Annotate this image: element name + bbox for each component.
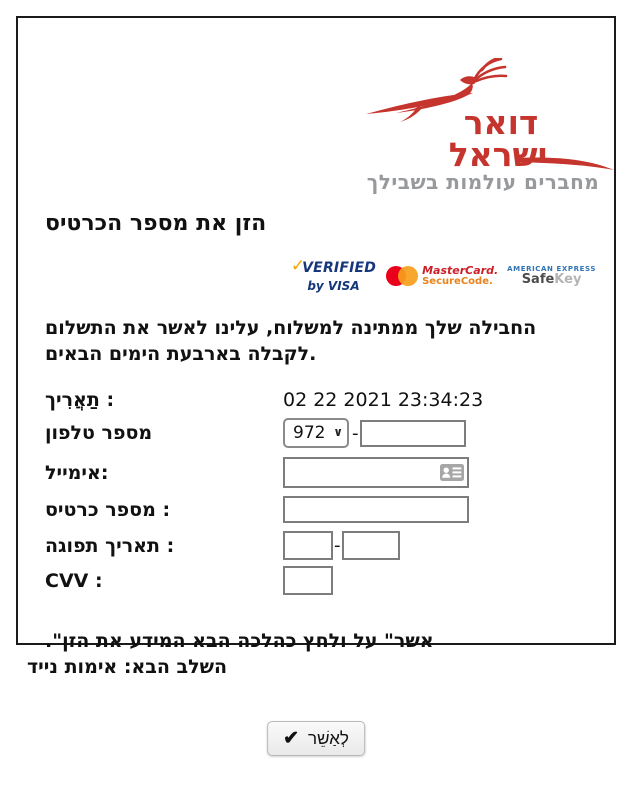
key-text: Key [554, 272, 582, 288]
amex-text: AMERICAN EXPRESS [507, 264, 596, 273]
deer-antlers-icon [474, 58, 506, 81]
visa-check-icon: ✓ [290, 256, 306, 276]
confirm-button[interactable] [267, 721, 365, 756]
verified-text: VERIFIED [302, 260, 377, 276]
card-row [45, 496, 605, 523]
expiry-label: תאריך תפוגה : [45, 534, 175, 557]
brand-bottom-text: ישראל [448, 135, 548, 172]
safe-text: Safe [521, 272, 555, 288]
phone-label: מספר טלפון [45, 422, 153, 444]
intro-line1: החבילה שלך ממתינה למשלוח, עלינו לאשר את התשלום [45, 317, 537, 339]
expiry-row [45, 531, 605, 560]
email-label: אימייל: [45, 461, 109, 484]
card-label: מספר כרטיס : [45, 498, 171, 521]
page-title: הזן את מספר הכרטיס [45, 211, 267, 236]
email-input[interactable] [283, 457, 469, 488]
securecode-text: SecureCode. [422, 276, 493, 288]
confirm-button-label: לְאַשֵׁר [308, 728, 349, 748]
phone-row [45, 418, 605, 448]
mastercard-securecode-badge [385, 265, 498, 287]
next-step-text: השלב הבא: אימות נייד [27, 656, 228, 678]
expiry-year-input[interactable] [342, 531, 400, 560]
checkmark-icon: ✔ [283, 728, 300, 749]
expiry-separator: - [334, 535, 341, 556]
by-visa-text: by VISA [307, 279, 360, 293]
verified-by-visa-badge [290, 256, 377, 293]
amex-safekey-badge [507, 266, 596, 288]
intro-line2: לקבלה בארבעת הימים הבאים. [45, 343, 317, 365]
payment-form [45, 389, 605, 600]
intro-paragraph [45, 315, 605, 367]
phone-input[interactable] [360, 420, 466, 447]
email-row [45, 457, 605, 488]
card-number-input[interactable] [283, 496, 469, 523]
israel-post-logo [358, 58, 618, 172]
swoosh-upper-icon [366, 93, 473, 114]
date-label: תַאֲרִיך : [45, 389, 115, 411]
security-badges [290, 256, 596, 293]
cvv-row [45, 566, 605, 595]
date-value: 02 22 2021 23:34:23 [283, 389, 484, 411]
brand-top-text: דואר [463, 103, 539, 142]
phone-separator: - [352, 422, 359, 444]
chevron-down-icon: ∨ [333, 425, 343, 439]
content-frame [16, 16, 616, 652]
expiry-month-input[interactable] [283, 531, 333, 560]
logo-tagline: מחברים עולמות בשבילך [366, 170, 600, 194]
country-code-select[interactable] [283, 418, 349, 448]
cvv-input[interactable] [283, 566, 333, 595]
mastercard-text: MasterCard. [422, 264, 499, 278]
instruction-text: ."אשר" על ולחץ כהלכה הבא המידע את הזן [45, 630, 434, 652]
date-row [45, 389, 605, 411]
mastercard-circles-icon [385, 265, 419, 287]
cvv-label: CVV : [45, 569, 103, 592]
